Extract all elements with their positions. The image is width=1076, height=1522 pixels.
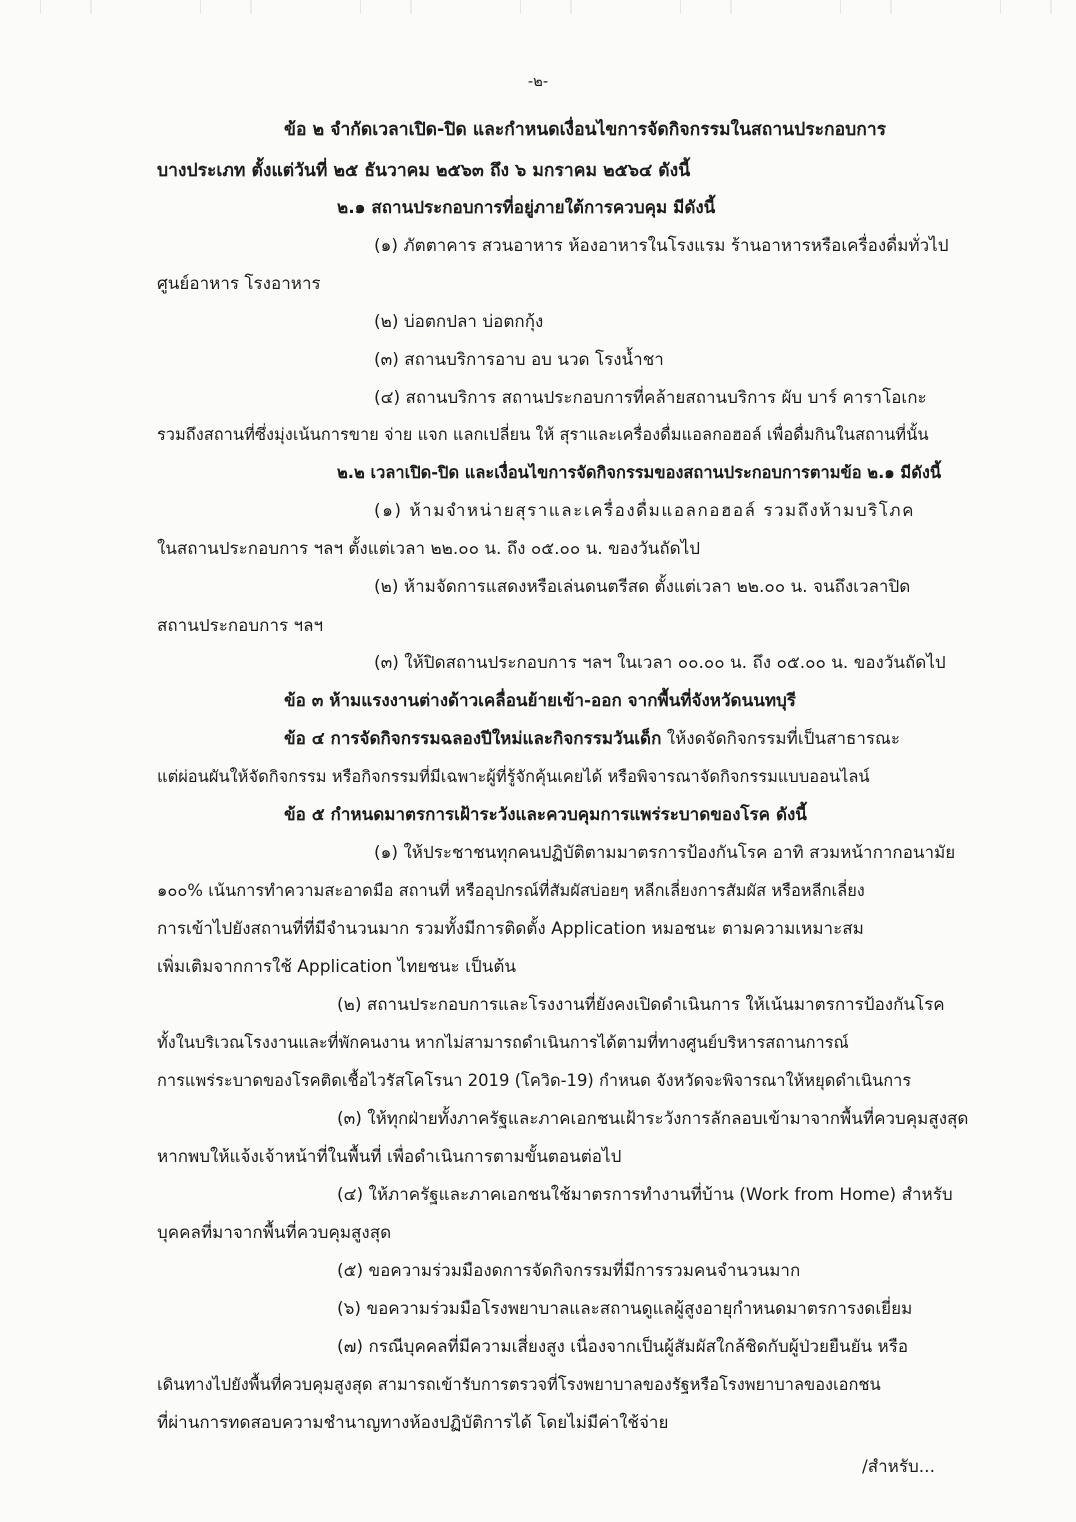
paragraph-line: ศูนย์อาหาร โรงอาหาร xyxy=(157,274,321,294)
paragraph-line: แต่ผ่อนผันให้จัดกิจกรรม หรือกิจกรรมที่มีเฉพาะผู้ที่รู้จักคุ้นเคยได้ หรือพิจารณาจัดกิจกรรมแบบออนไลน์ xyxy=(157,767,870,786)
clause-2-heading: ข้อ ๒ จำกัดเวลาเปิด-ปิด และกำหนดเงื่อนไขการจัดกิจกรรมในสถานประกอบการ xyxy=(284,120,887,140)
continuation-marker: /สำหรับ... xyxy=(862,1457,935,1477)
paragraph-line: สถานประกอบการ ฯลฯ xyxy=(157,616,324,636)
paragraph-line: (๓) สถานบริการอาบ อบ นวด โรงน้ำชา xyxy=(374,350,664,370)
paragraph-line: การแพร่ระบาดของโรคติดเชื้อไวรัสโคโรนา 2019 (โควิด-19) กำหนด จังหวัดจะพิจารณาให้หยุดดำเนินการ xyxy=(157,1071,912,1090)
paragraph-line: (๑) ห้ามจำหน่ายสุราและเครื่องดื่มแอลกอฮอล์ รวมถึงห้ามบริโภค xyxy=(374,501,915,521)
clause-2-2-heading: ๒.๒ เวลาเปิด-ปิด และเงื่อนไขการจัดกิจกรรมของสถานประกอบการตามข้อ ๒.๑ มีดังนี้ xyxy=(337,463,942,482)
page-number: -๒- xyxy=(527,73,549,90)
paragraph-line: (๑) ภัตตาคาร สวนอาหาร ห้องอาหารในโรงแรม ร้านอาหารหรือเครื่องดื่มทั่วไป xyxy=(374,236,949,256)
paragraph-line: (๒) สถานประกอบการและโรงงานที่ยังคงเปิดดำเนินการ ให้เน้นมาตรการป้องกันโรค xyxy=(337,995,945,1015)
paragraph-line: (๖) ขอความร่วมมือโรงพยาบาลและสถานดูแลผู้สูงอายุกำหนดมาตรการงดเยี่ยม xyxy=(337,1299,913,1319)
paragraph-line: (๓) ให้ปิดสถานประกอบการ ฯลฯ ในเวลา ๐๐.๐๐ น. ถึง ๐๕.๐๐ น. ของวันถัดไป xyxy=(374,653,946,673)
clause-4-line xyxy=(284,727,900,751)
clause-4-text: ให้งดจัดกิจกรรมที่เป็นสาธารณะ xyxy=(661,729,900,749)
paragraph-line: ที่ผ่านการทดสอบความชำนาญทางห้องปฏิบัติการได้ โดยไม่มีค่าใช้จ่าย xyxy=(157,1413,669,1433)
clause-3-heading: ข้อ ๓ ห้ามแรงงานต่างด้าวเคลื่อนย้ายเข้า-ออก จากพื้นที่จังหวัดนนทบุรี xyxy=(284,691,796,711)
scan-edge-noise xyxy=(0,0,1076,14)
paragraph-line: บุคคลที่มาจากพื้นที่ควบคุมสูงสุด xyxy=(157,1223,392,1243)
paragraph-line: (๕) ขอความร่วมมืองดการจัดกิจกรรมที่มีการรวมคนจำนวนมาก xyxy=(337,1261,801,1281)
paragraph-line: (๔) สถานบริการ สถานประกอบการที่คล้ายสถานบริการ ผับ บาร์ คาราโอเกะ xyxy=(374,388,927,408)
paragraph-line: (๒) ห้ามจัดการแสดงหรือเล่นดนตรีสด ตั้งแต่เวลา ๒๒.๐๐ น. จนถึงเวลาปิด xyxy=(374,577,911,597)
paragraph-line: (๒) บ่อตกปลา บ่อตกกุ้ง xyxy=(374,312,544,332)
paragraph-line: การเข้าไปยังสถานที่ที่มีจำนวนมาก รวมทั้งมีการติดตั้ง Application หมอชนะ ตามความเหมาะสม xyxy=(157,919,864,939)
clause-2-1-heading: ๒.๑ สถานประกอบการที่อยู่ภายใต้การควบคุม มีดังนี้ xyxy=(337,198,716,218)
paragraph-line: เดินทางไปยังพื้นที่ควบคุมสูงสุด สามารถเข้ารับการตรวจที่โรงพยาบาลของรัฐหรือโรงพยาบาลของเอกชน xyxy=(157,1375,881,1394)
clause-4-heading: ข้อ ๔ การจัดกิจกรรมฉลองปีใหม่และกิจกรรมวันเด็ก xyxy=(284,729,662,749)
paragraph-line: (๔) ให้ภาครัฐและภาคเอกชนใช้มาตรการทำงานที่บ้าน (Work from Home) สำหรับ xyxy=(337,1185,953,1205)
paragraph-line: รวมถึงสถานที่ซึ่งมุ่งเน้นการขาย จ่าย แจก แลกเปลี่ยน ให้ สุราและเครื่องดื่มแอลกอฮอล์ เพื่อดื่มกินในสถานที่นั้น xyxy=(157,425,929,444)
clause-2-heading-cont: บางประเภท ตั้งแต่วันที่ ๒๕ ธันวาคม ๒๕๖๓ ถึง ๖ มกราคม ๒๕๖๔ ดังนี้ xyxy=(157,161,691,181)
paragraph-line: (๓) ให้ทุกฝ่ายทั้งภาครัฐและภาคเอกชนเฝ้าระวังการลักลอบเข้ามาจากพื้นที่ควบคุมสูงสุด xyxy=(337,1109,969,1129)
paragraph-line: (๗) กรณีบุคคลที่มีความเสี่ยงสูง เนื่องจากเป็นผู้สัมผัสใกล้ชิดกับผู้ป่วยยืนยัน หรือ xyxy=(337,1337,909,1357)
paragraph-line: ทั้งในบริเวณโรงงานและที่พักคนงาน หากไม่สามารถดำเนินการได้ตามที่ทางศูนย์บริหารสถานการณ์ xyxy=(157,1033,849,1052)
paragraph-line: เพิ่มเติมจากการใช้ Application ไทยชนะ เป็นต้น xyxy=(157,957,516,977)
paragraph-line: ๑๐๐% เน้นการทำความสะอาดมือ สถานที่ หรืออุปกรณ์ที่สัมผัสบ่อยๆ หลีกเลี่ยงการสัมผัส หรือหลีกเลี่ยง xyxy=(157,881,865,900)
paragraph-line: หากพบให้แจ้งเจ้าหน้าที่ในพื้นที่ เพื่อดำเนินการตามขั้นตอนต่อไป xyxy=(157,1147,622,1167)
clause-5-heading: ข้อ ๕ กำหนดมาตรการเฝ้าระวังและควบคุมการแพร่ระบาดของโรค ดังนี้ xyxy=(284,805,807,825)
paragraph-line: (๑) ให้ประชาชนทุกคนปฏิบัติตามมาตรการป้องกันโรค อาทิ สวมหน้ากากอนามัย xyxy=(374,843,956,863)
paragraph-line: ในสถานประกอบการ ฯลฯ ตั้งแต่เวลา ๒๒.๐๐ น. ถึง ๐๕.๐๐ น. ของวันถัดไป xyxy=(157,539,701,559)
